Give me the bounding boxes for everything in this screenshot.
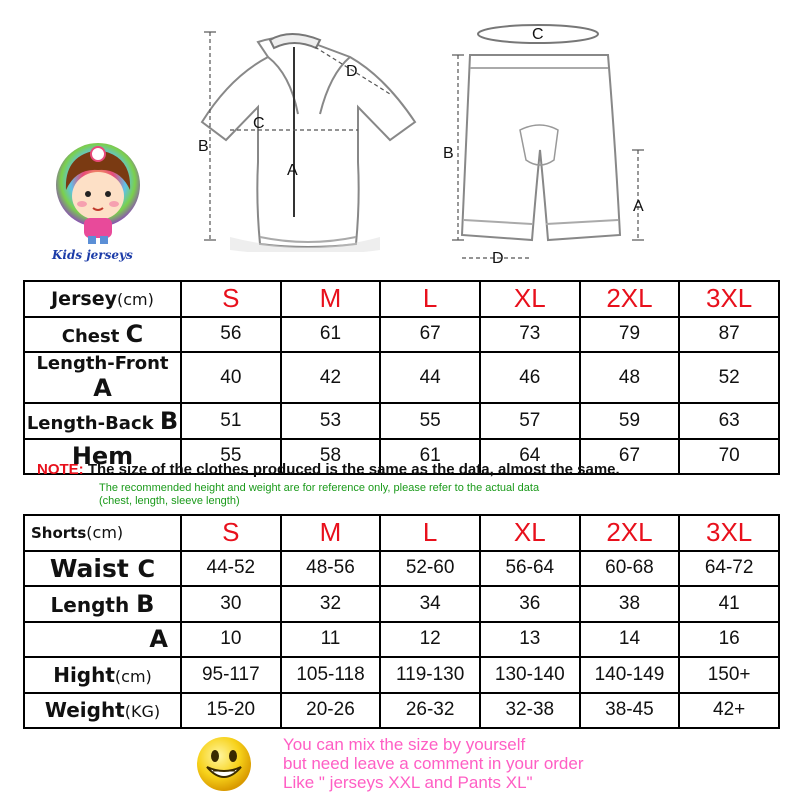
shorts-header-unit: (cm) [86, 523, 124, 543]
reference-note-line1: The recommended height and weight are for reference only, please refer to the actual data [99, 482, 540, 494]
shorts-dim-b: B [443, 145, 454, 162]
shorts-diagram [440, 20, 660, 270]
row-letter: A [93, 374, 112, 402]
jersey-dim-d: D [346, 63, 358, 80]
table-cell: 44-52 [181, 551, 281, 587]
table-cell: 42+ [679, 693, 779, 729]
kids-avatar-logo [50, 140, 146, 245]
shorts-size-m: M [281, 515, 381, 551]
table-cell: 79 [580, 317, 680, 353]
row-label-text: Length-Back [26, 412, 154, 434]
table-cell: 56 [181, 317, 281, 353]
jersey-dim-b: B [198, 138, 209, 155]
table-cell: 57 [480, 403, 580, 439]
shorts-size-3xl: 3XL [679, 515, 779, 551]
shorts-row-label [24, 586, 181, 622]
row-label-text: Length-Front [36, 353, 169, 374]
promo-line2: but need leave a comment in your order [283, 754, 584, 773]
row-label-text: Waist [49, 553, 129, 583]
table-cell: 15-20 [181, 693, 281, 729]
table-cell: 67 [580, 439, 680, 475]
jersey-row-length-back [24, 403, 779, 439]
table-cell: 38 [580, 586, 680, 622]
table-cell: 55 [181, 439, 281, 475]
jersey-row-label [24, 317, 181, 353]
shorts-size-l: L [380, 515, 480, 551]
table-cell: 44 [380, 352, 480, 403]
shorts-row-height [24, 657, 779, 693]
row-letter: C [137, 554, 156, 583]
shorts-row-label [24, 657, 181, 693]
shorts-size-2xl: 2XL [580, 515, 680, 551]
jersey-size-table [23, 280, 780, 475]
table-cell: 119-130 [380, 657, 480, 693]
jersey-size-2xl: 2XL [580, 281, 680, 317]
table-cell: 150+ [679, 657, 779, 693]
table-cell: 70 [679, 439, 779, 475]
size-note [37, 461, 620, 478]
row-letter: B [159, 406, 179, 435]
jersey-row-label [24, 352, 181, 403]
jersey-header-row [24, 281, 779, 317]
row-letter: B [136, 589, 155, 618]
table-cell: 52-60 [380, 551, 480, 587]
table-cell: 56-64 [480, 551, 580, 587]
table-cell: 130-140 [480, 657, 580, 693]
table-cell: 36 [480, 586, 580, 622]
jersey-size-s: S [181, 281, 281, 317]
table-cell: 52 [679, 352, 779, 403]
table-cell: 12 [380, 622, 480, 658]
table-cell: 32-38 [480, 693, 580, 729]
shorts-size-s: S [181, 515, 281, 551]
reference-note [99, 482, 699, 508]
jersey-row-length-front [24, 352, 779, 403]
jersey-row-chest [24, 317, 779, 353]
row-label-text: Length [50, 592, 130, 617]
row-unit: (KG) [124, 702, 161, 722]
row-label-text: Chest [61, 326, 120, 348]
table-cell: 55 [380, 403, 480, 439]
shorts-header-label: Shorts [31, 524, 87, 543]
table-cell: 48 [580, 352, 680, 403]
shorts-dim-d: D [492, 250, 504, 267]
jersey-header-cell [24, 281, 181, 317]
table-cell: 61 [380, 439, 480, 475]
jersey-dim-c: C [253, 115, 265, 132]
table-cell: 13 [480, 622, 580, 658]
jersey-header-unit: (cm) [117, 289, 154, 309]
shorts-header-cell [24, 515, 181, 551]
row-unit: (cm) [114, 666, 152, 686]
table-cell: 140-149 [580, 657, 680, 693]
shorts-row-weight [24, 693, 779, 729]
jersey-size-l: L [380, 281, 480, 317]
table-cell: 14 [580, 622, 680, 658]
table-cell: 87 [679, 317, 779, 353]
jersey-size-xl: XL [480, 281, 580, 317]
mix-size-promo [283, 735, 584, 792]
table-cell: 73 [480, 317, 580, 353]
table-cell: 67 [380, 317, 480, 353]
row-label-text: Hem [71, 442, 134, 471]
jersey-dim-a: A [287, 162, 298, 179]
table-cell: 10 [181, 622, 281, 658]
table-cell: 61 [281, 317, 381, 353]
jersey-size-m: M [281, 281, 381, 317]
table-cell: 51 [181, 403, 281, 439]
table-cell: 38-45 [580, 693, 680, 729]
shorts-dim-a: A [633, 198, 644, 215]
promo-line3: Like " jerseys XXL and Pants XL" [283, 773, 533, 792]
table-cell: 64 [480, 439, 580, 475]
table-cell: 11 [281, 622, 381, 658]
shorts-row-waist [24, 551, 779, 587]
shorts-row-a [24, 622, 779, 658]
table-cell: 34 [380, 586, 480, 622]
table-cell: 64-72 [679, 551, 779, 587]
table-cell: 16 [679, 622, 779, 658]
jersey-row-label [24, 403, 181, 439]
table-cell: 42 [281, 352, 381, 403]
table-cell: 20-26 [281, 693, 381, 729]
shorts-row-label [24, 551, 181, 587]
table-cell: 32 [281, 586, 381, 622]
jersey-header-label: Jersey [51, 287, 118, 310]
jersey-diagram [190, 22, 420, 252]
table-cell: 95-117 [181, 657, 281, 693]
shorts-row-label [24, 693, 181, 729]
table-cell: 60-68 [580, 551, 680, 587]
table-cell: 30 [181, 586, 281, 622]
row-letter: C [125, 320, 144, 349]
shorts-dim-c: C [532, 26, 544, 43]
row-label-text: Hight [53, 662, 115, 687]
table-cell: 46 [480, 352, 580, 403]
row-letter: A [149, 625, 168, 654]
shorts-header-row [24, 515, 779, 551]
shorts-size-table [23, 514, 780, 729]
table-cell: 40 [181, 352, 281, 403]
promo-line1: You can mix the size by yourself [283, 735, 526, 754]
shorts-row-label [24, 622, 181, 658]
shorts-row-length [24, 586, 779, 622]
row-label-text: Weight [44, 698, 125, 723]
table-cell: 48-56 [281, 551, 381, 587]
table-cell: 63 [679, 403, 779, 439]
table-cell: 41 [679, 586, 779, 622]
smiley-face-icon [195, 735, 253, 793]
shorts-size-xl: XL [480, 515, 580, 551]
table-cell: 58 [281, 439, 381, 475]
kids-jerseys-label: Kids jerseys [52, 248, 133, 262]
table-cell: 105-118 [281, 657, 381, 693]
table-cell: 26-32 [380, 693, 480, 729]
note-text: The size of the clothes produced is the same as the data, almost the same. [87, 461, 620, 478]
reference-note-line2: (chest, length, sleeve length) [99, 495, 240, 507]
note-label: NOTE: [37, 461, 84, 478]
jersey-size-3xl: 3XL [679, 281, 779, 317]
table-cell: 53 [281, 403, 381, 439]
table-cell: 59 [580, 403, 680, 439]
